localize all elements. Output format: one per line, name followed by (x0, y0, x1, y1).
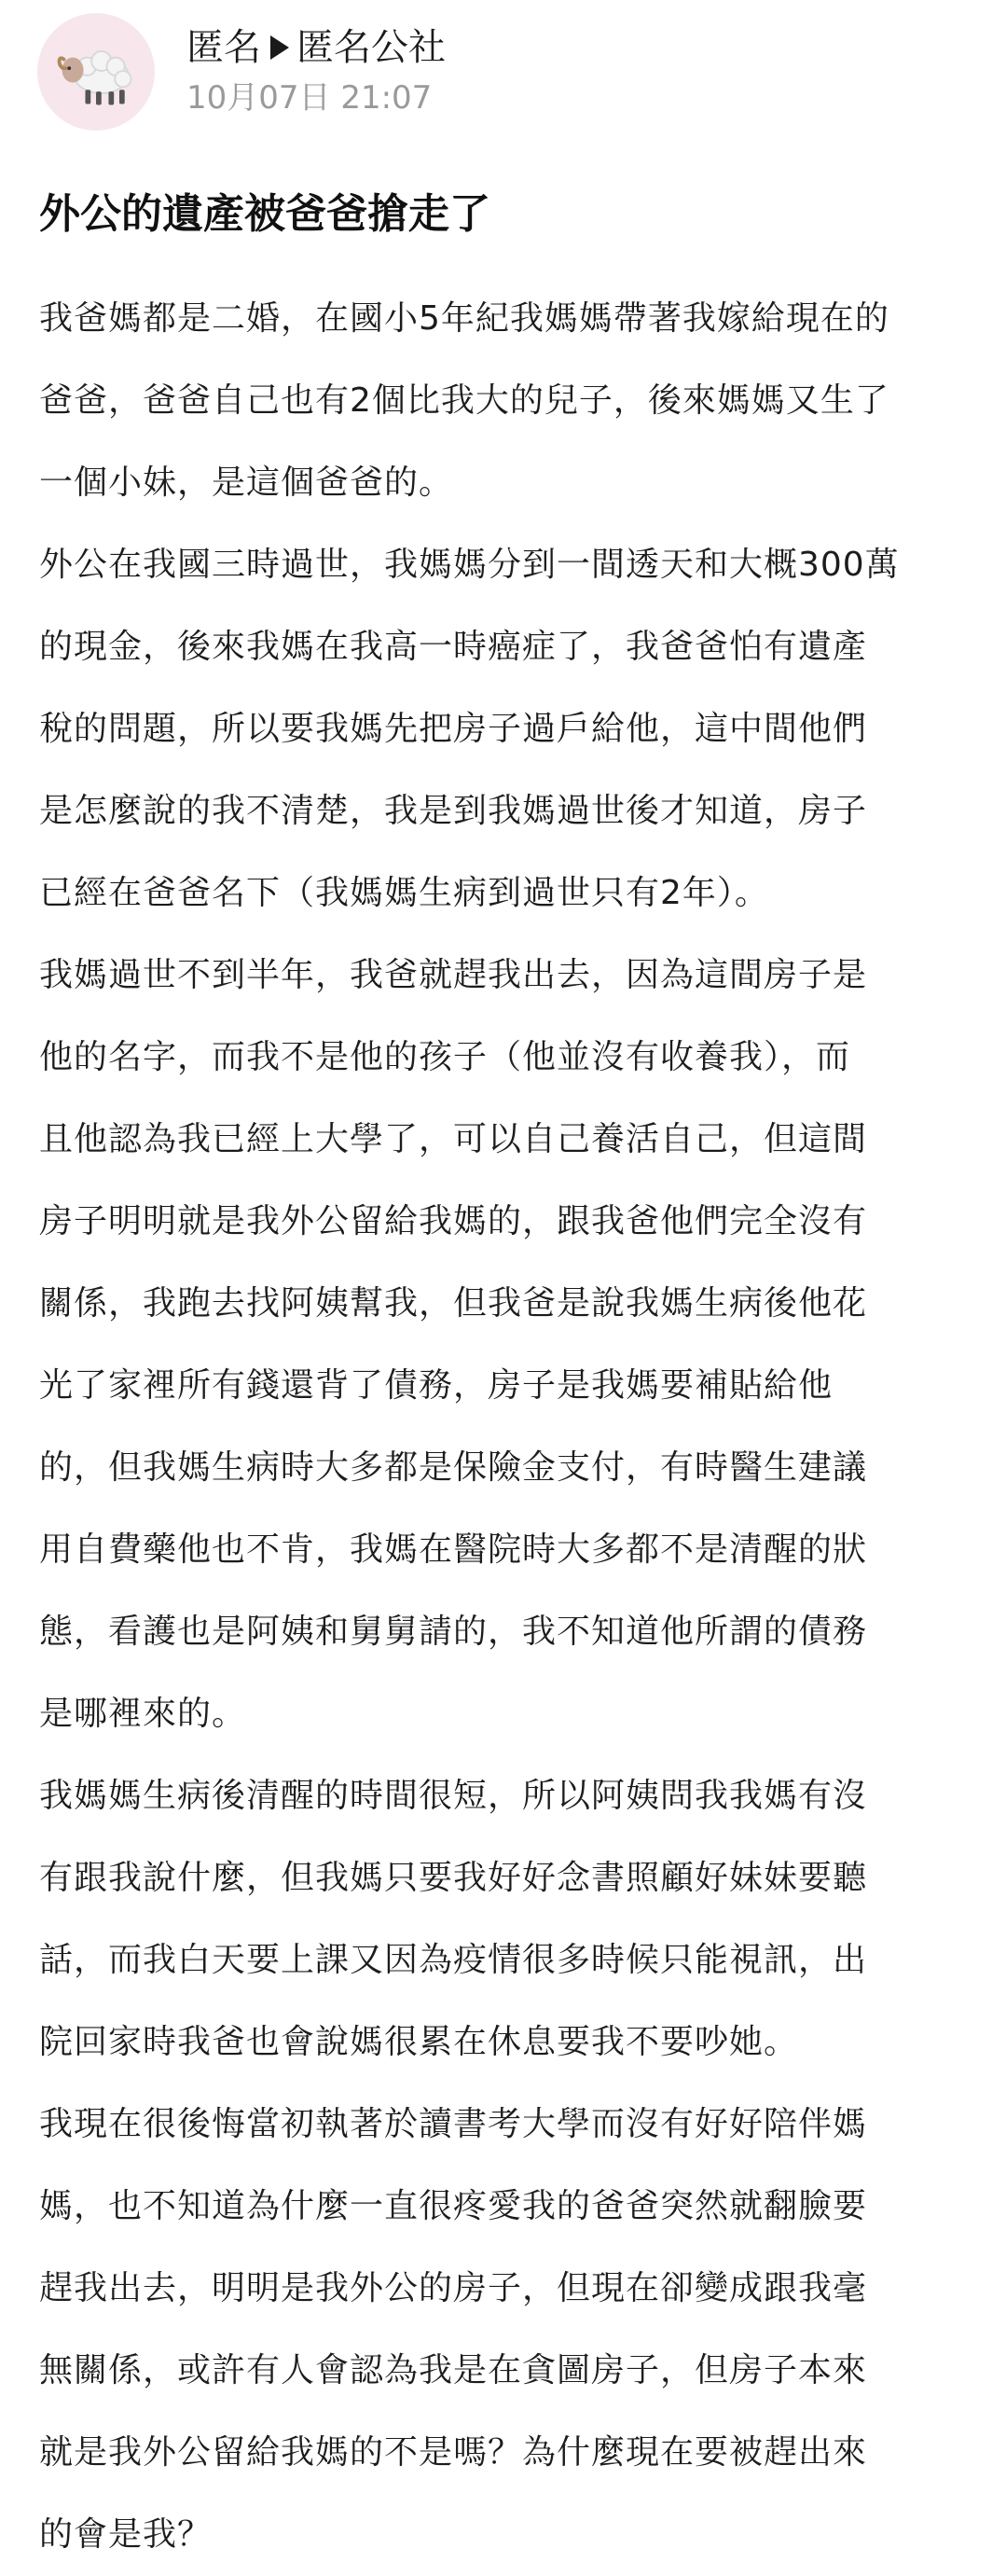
text-line: 關係，我跑去找阿姨幫我，但我爸是說我媽生病後他花 (39, 1284, 868, 1323)
play-arrow-icon (270, 35, 289, 60)
sheep-icon (51, 27, 141, 117)
text-line: 且他認為我已經上大學了，可以自己養活自己，但這間 (39, 1120, 868, 1158)
text-line: 媽，也不知道為什麼一直很疼愛我的爸爸突然就翻臉要 (39, 2187, 868, 2225)
text-line: 話，而我白天要上課又因為疫情很多時候只能視訊，出 (39, 1941, 868, 1979)
text-line: 有跟我說什麼，但我媽只要我好好念書照顧好妹妹要聽 (39, 1859, 868, 1897)
author-name[interactable]: 匿名 (186, 26, 261, 69)
author-block (186, 23, 446, 120)
paragraph (39, 524, 985, 935)
text-line: 已經在爸爸名下（我媽媽生病到過世只有2年）。 (39, 874, 769, 912)
text-line: 他的名字，而我不是他的孩子（他並沒有收養我），而 (39, 1038, 851, 1076)
post-body (39, 278, 985, 2576)
post-header (37, 11, 446, 132)
text-line: 外公在我國三時過世，我媽媽分到一間透天和大概300萬 (39, 546, 900, 584)
text-line: 是哪裡來的。 (39, 1695, 247, 1733)
text-line: 用自費藥他也不肯，我媽在醫院時大多都不是清醒的狀 (39, 1530, 868, 1569)
post-time: 10月07日 21:07 (186, 79, 433, 117)
avatar[interactable] (37, 13, 155, 131)
paragraph (39, 2084, 985, 2576)
text-line: 無關係，或許有人會認為我是在貪圖房子，但房子本來 (39, 2351, 868, 2389)
text-line: 趕我出去，明明是我外公的房子，但現在卻變成跟我毫 (39, 2269, 868, 2307)
board-name[interactable]: 匿名公社 (296, 26, 446, 69)
text-line: 我爸媽都是二婚，在國小5年紀我媽媽帶著我嫁給現在的 (39, 299, 889, 338)
text-line: 稅的問題，所以要我媽先把房子過戶給他，這中間他們 (39, 710, 868, 748)
paragraph (39, 278, 985, 524)
text-line: 的會是我？ (39, 2515, 213, 2554)
paragraph (39, 935, 985, 1755)
text-line: 院回家時我爸也會說媽很累在休息要我不要吵她。 (39, 2023, 799, 2061)
text-line: 的，但我媽生病時大多都是保險金支付，有時醫生建議 (39, 1448, 868, 1487)
text-line: 一個小妹，是這個爸爸的。 (39, 464, 454, 502)
text-line: 態，看護也是阿姨和舅舅請的，我不知道他所謂的債務 (39, 1613, 868, 1651)
post-title: 外公的遺產被爸爸搶走了 (39, 190, 490, 238)
text-line: 房子明明就是我外公留給我媽的，跟我爸他們完全沒有 (39, 1202, 868, 1240)
text-line: 我現在很後悔當初執著於讀書考大學而沒有好好陪伴媽 (39, 2105, 868, 2143)
text-line: 就是我外公留給我媽的不是嗎？為什麼現在要被趕出來 (39, 2433, 868, 2472)
text-line: 爸爸，爸爸自己也有2個比我大的兒子，後來媽媽又生了 (39, 381, 889, 420)
paragraph (39, 1755, 985, 2084)
author-line (186, 23, 446, 72)
text-line: 的現金，後來我媽在我高一時癌症了，我爸爸怕有遺產 (39, 628, 868, 666)
text-line: 我媽媽生病後清醒的時間很短，所以阿姨問我我媽有沒 (39, 1777, 868, 1815)
text-line: 是怎麼說的我不清楚，我是到我媽過世後才知道，房子 (39, 792, 868, 830)
text-line: 我媽過世不到半年，我爸就趕我出去，因為這間房子是 (39, 956, 868, 994)
text-line: 光了家裡所有錢還背了債務，房子是我媽要補貼給他 (39, 1366, 834, 1405)
